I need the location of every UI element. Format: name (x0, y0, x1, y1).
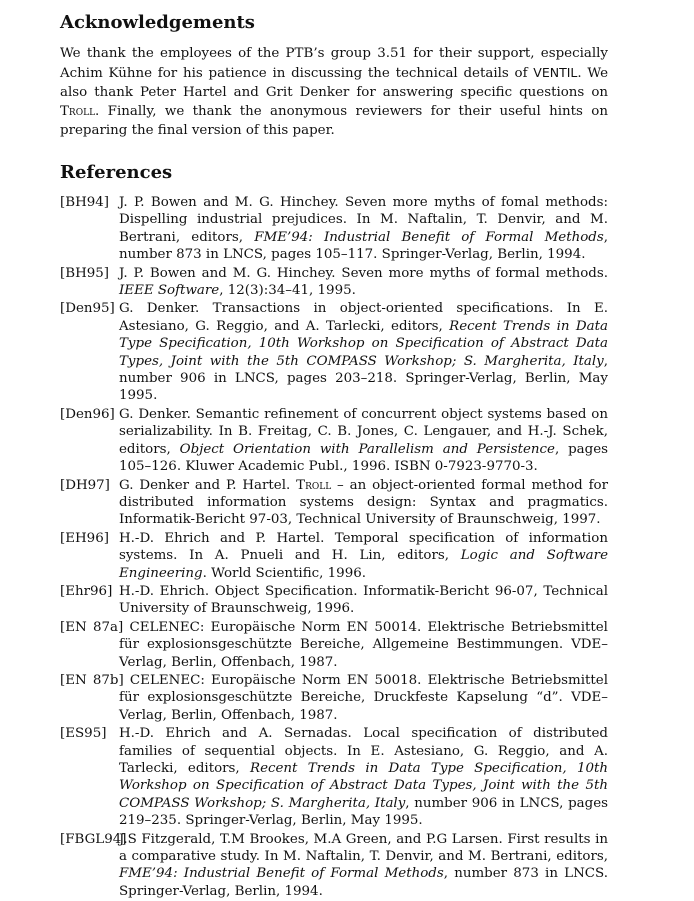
reference-title-italic: Logic and Software Engineering (119, 548, 608, 581)
reference-item (60, 619, 608, 671)
reference-key: [EN 87b] (60, 672, 124, 688)
reference-key: [ES95] (60, 726, 107, 742)
reference-item (60, 477, 608, 529)
reference-text-end: , pages 105–126. Kluwer Academic Publ., 1996. ISBN 0-7923-9770-3. (119, 441, 608, 475)
acknowledgements-paragraph (60, 44, 608, 140)
reference-text: J. P. Bowen and M. G. Hinchey. Seven more myths of fomal methods: Dispelling industrial prejudices. In M. Naftalin, T. Denvir, and M. Bertrani, editors, (119, 195, 608, 245)
reference-item (60, 583, 608, 618)
reference-item (60, 725, 608, 829)
reference-title-italic: Recent Trends in Data Type Specification, 10th Workshop on Specification of Abstract Data Types, Joint with the 5th COMPASS Workshop; S. Margherita, Italy (119, 761, 608, 811)
reference-item (60, 300, 608, 404)
reference-key: [FBGL94] (60, 831, 127, 847)
reference-text-end: , number 906 in LNCS, pages 203–218. Springer-Verlag, Berlin, May 1995. (119, 353, 608, 404)
reference-item (60, 194, 608, 264)
reference-text: CELENEC: Europäische Norm EN 50018. Elektrische Betriebsmittel für explosionsgeschützte Bereiche, Druckfeste Kapselung “d”. VDE–Verlag, Berlin, Offenbach, 1987. (119, 672, 608, 723)
ack-text-1: We thank the employees of the PTB’s group 3.51 for their support, especially Achim Kühne for his patience in discussing the technical details of (60, 46, 608, 81)
acknowledgements-heading: Acknowledgements (60, 12, 255, 33)
reference-title-italic: Object Orientation with Parallelism and Persistence (179, 441, 555, 457)
reference-key: [Den96] (60, 406, 115, 422)
reference-text: H.-D. Ehrich and A. Sernadas. Local specification of distributed families of sequential objects. In E. Astesiano, G. Reggio, and A. Tarlecki, editors, (119, 726, 608, 776)
reference-text: CELENEC: Europäische Norm EN 50014. Elektrische Betriebsmittel für explosionsgeschützte Bereiche, Allgemeine Bestimmungen. VDE–Verlag, Berlin, Offenbach, 1987. (119, 619, 608, 670)
reference-key: [BH95] (60, 265, 110, 281)
reference-text-end: . World Scientific, 1996. (202, 565, 366, 581)
reference-text: G. Denker and P. Hartel. (119, 477, 297, 493)
reference-key: [BH94] (60, 195, 110, 210)
reference-title-italic: FME’94: Industrial Benefit of Formal Methods (119, 866, 444, 882)
reference-text: G. Denker. Transactions in object-oriented specifications. In E. Astesiano, G. Reggio, and A. Tarlecki, editors, (119, 301, 608, 334)
reference-text-end: – an object-oriented formal method for distributed information systems design: Syntax and pragmatics. Informatik-Bericht 97-03, Technical University of Braunschweig, 1997. (119, 477, 608, 528)
reference-text-end: , number 873 in LNCS. Springer-Verlag, Berlin, 1994. (119, 866, 608, 899)
reference-text: H.-D. Ehrich and P. Hartel. Temporal specification of information systems. In A. Pnueli and H. Lin, editors, (119, 530, 608, 564)
reference-text: J. P. Bowen and M. G. Hinchey. Seven more myths of formal methods. (119, 265, 608, 281)
reference-troll-smallcaps: Troll (296, 477, 332, 493)
references-heading: References (60, 162, 173, 183)
reference-text-end: , number 906 in LNCS, pages 219–235. Springer-Verlag, Berlin, May 1995. (119, 795, 608, 829)
ack-text-2: . We also thank Peter Hartel and Grit Denker for answering specific questions on (60, 66, 608, 100)
ack-ventil: VENTIL (533, 65, 578, 80)
reference-text-end: , 12(3):34–41, 1995. (219, 283, 356, 299)
ack-text-3: . Finally, we thank the anonymous reviewers for their useful hints on preparing the final version of this paper. (60, 104, 608, 138)
reference-list (60, 194, 608, 900)
reference-key: [EH96] (60, 530, 109, 546)
reference-title-italic: IEEE Software (119, 283, 220, 299)
reference-key: [Ehr96] (60, 583, 113, 599)
reference-key: [EN 87a] (60, 619, 124, 635)
reference-key: [DH97] (60, 477, 110, 493)
reference-text: H.-D. Ehrich. Object Specification. Informatik-Bericht 96-07, Technical University of Braunschweig, 1996. (119, 583, 608, 617)
reference-item (60, 831, 608, 901)
paper-page (60, 10, 608, 901)
reference-text: G. Denker. Semantic refinement of concurrent object systems based on serializability. In B. Freitag, C. B. Jones, C. Lengauer, and H.-J. Schek, editors, (119, 406, 608, 457)
reference-item (60, 530, 608, 582)
ack-troll: Troll (60, 104, 96, 119)
reference-key: [Den95] (60, 301, 115, 317)
reference-text: J.S Fitzgerald, T.M Brookes, M.A Green, and P.G Larsen. First results in a comparative study. In M. Naftalin, T. Denvir, and M. Bertrani, editors, (119, 831, 608, 865)
reference-title-italic: Recent Trends in Data Type Specification, 10th Workshop on Specification of Abstract Data Types, Joint with the 5th COMPASS Workshop; S. Margherita, Italy (119, 318, 608, 369)
reference-item (60, 672, 608, 724)
reference-title-italic: FME’94: Industrial Benefit of Formal Methods (254, 229, 604, 245)
reference-text-end: , number 873 in LNCS, pages 105–117. Springer-Verlag, Berlin, 1994. (119, 229, 608, 263)
reference-item (60, 265, 608, 300)
reference-item (60, 406, 608, 476)
